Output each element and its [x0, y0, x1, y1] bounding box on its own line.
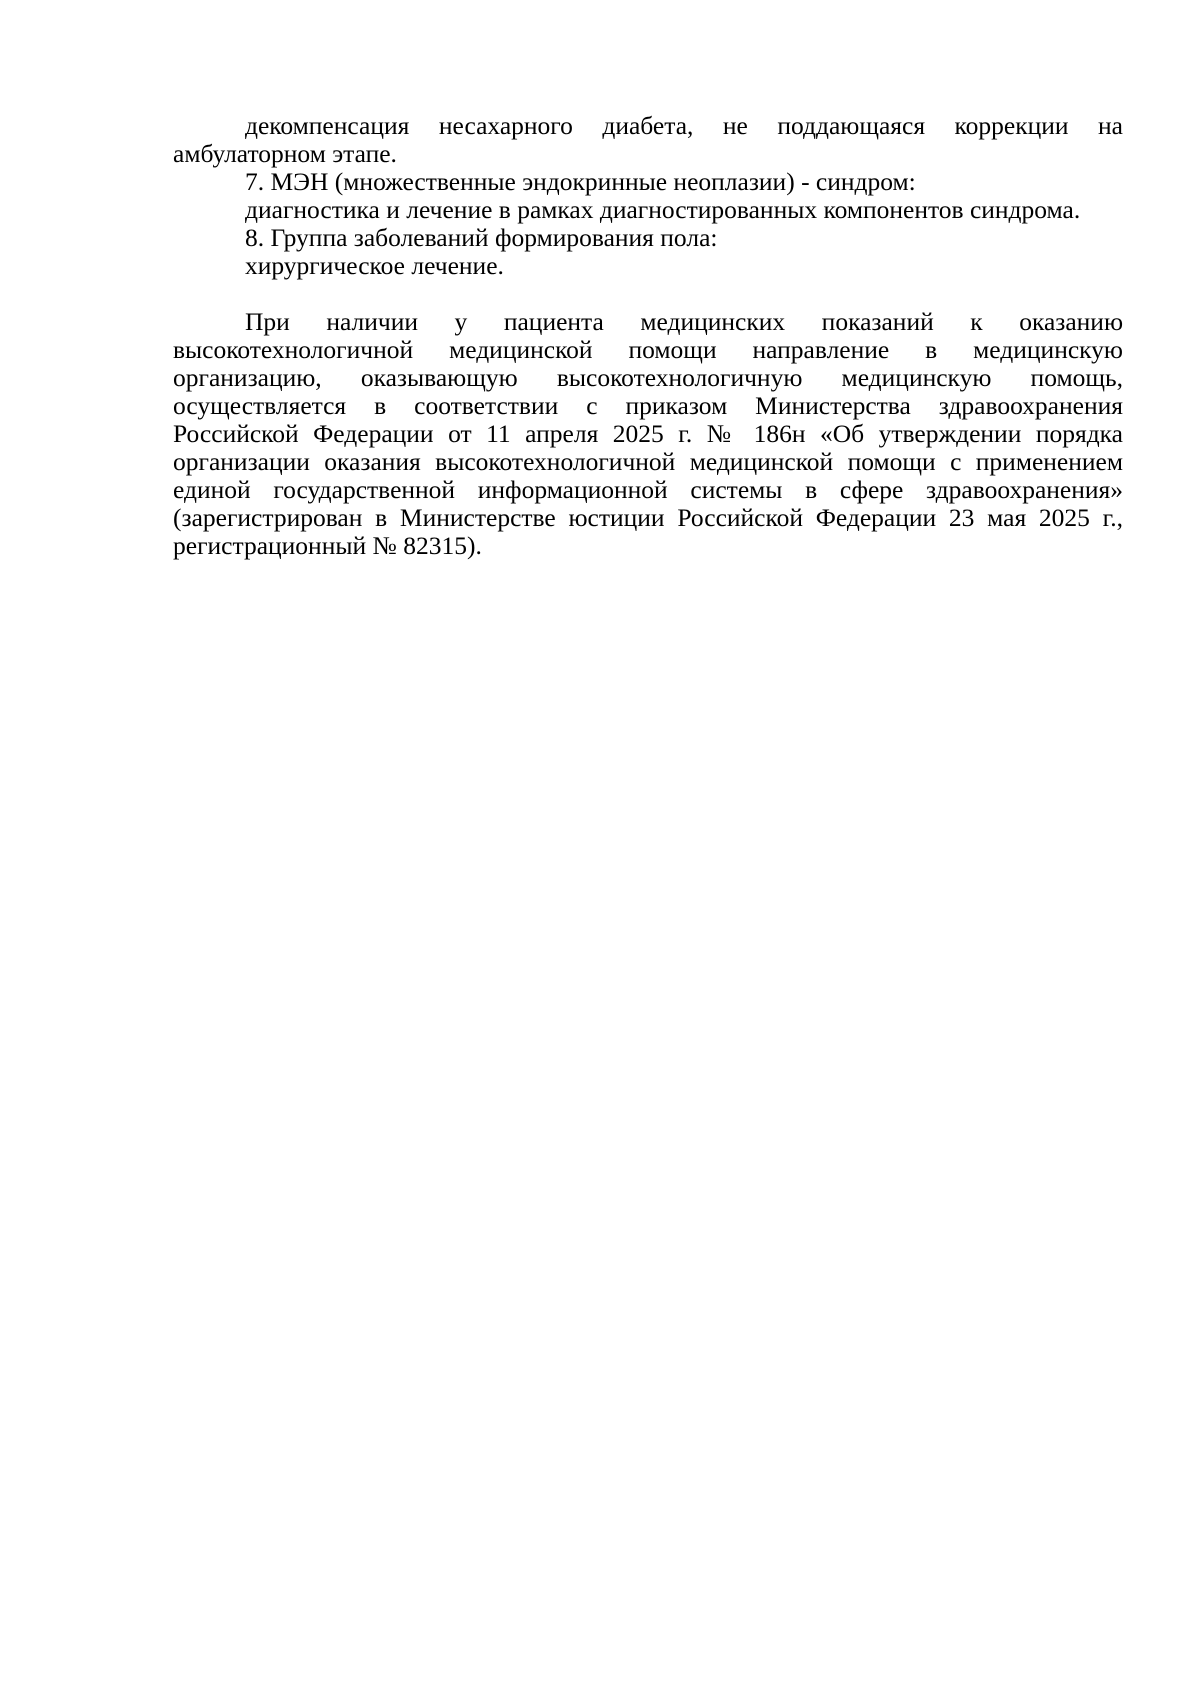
- paragraph-gap: [173, 280, 1123, 308]
- document-body: [173, 112, 1123, 560]
- sex-formation-treatment: хирургическое лечение.: [245, 251, 504, 280]
- men-syndrome-treatment: диагностика и лечение в рамках диагностированных компонентов синдрома.: [245, 195, 1081, 224]
- decompensation-line: декомпенсация несахарного диабета, не поддающаяся коррекции на амбулаторном этапе.: [173, 111, 1123, 168]
- men-syndrome-heading: 7. МЭН (множественные эндокринные неоплазии) - синдром:: [245, 167, 916, 196]
- referral-paragraph: При наличии у пациента медицинских показаний к оказанию высокотехнологичной медицинской помощи направление в медицинскую организацию, оказывающую высокотехнологичную медицинскую помощь, осуществляется в соответствии с приказом Министерства здравоохранения Российской Федерации от 11 апреля 2025 г. № 186н «Об утверждении порядка организации оказания высокотехнологичной медицинской помощи с применением единой государственной информационной системы в сфере здравоохранения» (зарегистрирован в Министерстве юстиции Российской Федерации 23 мая 2025 г., регистрационный № 82315).: [173, 307, 1123, 560]
- sex-formation-heading: 8. Группа заболеваний формирования пола:: [245, 223, 718, 252]
